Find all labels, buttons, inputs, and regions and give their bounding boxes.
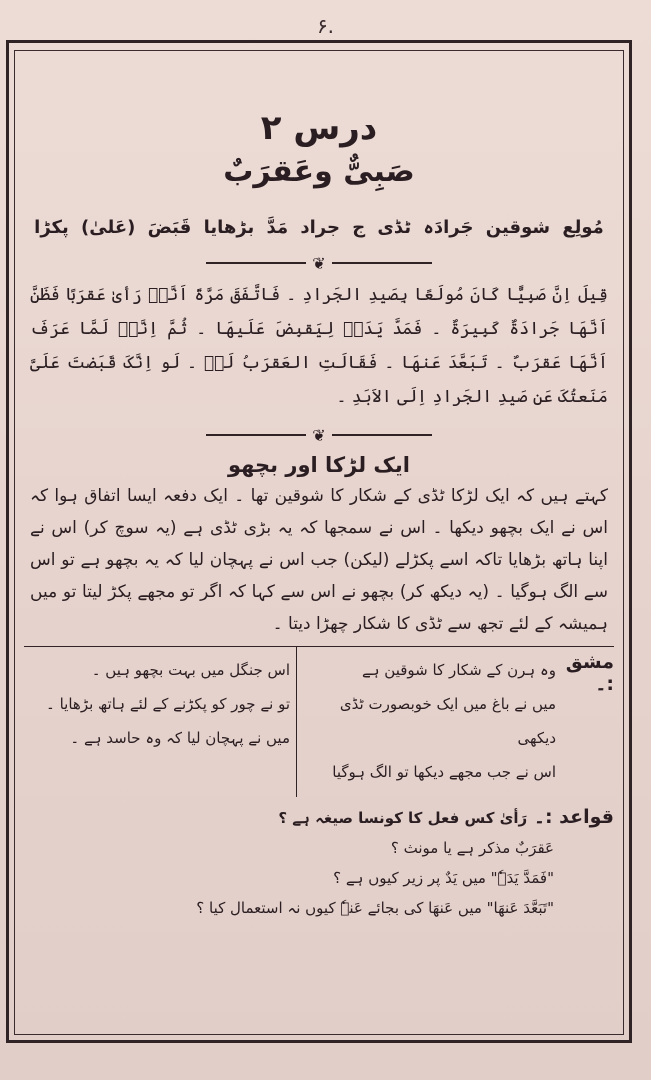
ornament-divider xyxy=(24,254,614,272)
page-content xyxy=(24,56,614,1031)
exercise-item: اس نے جب مجھے دیکھا تو الگ ہوگیا xyxy=(332,763,556,781)
lesson-title: صَبِیٌّ وعَقرَبٌ xyxy=(223,154,415,189)
ornament-divider xyxy=(24,426,614,444)
ornament-line xyxy=(206,434,306,436)
lesson-number: درس ۲ xyxy=(260,108,378,148)
arabic-passage: قِیلَ اِنَّ صَبِیًّا کَانَ مُولَعًا بِصَیدِ الجَرادِ ۔ فَاتَّفَقَ مَرَّۃً اَنَّہٗ رَأیٰ عَقرَبًا فَظَنَّ اَنَّھَا جَرادَۃٌ کَبِیرَۃٌ ۔ فَمَدَّ یَدَہٗ لِیَقبِضَ عَلَیھَا ۔ ثُمَّ اِنَّہٗ لَمَّا عَرَفَ اَنَّھَا عَقرَبٌ ۔ تَبَعَّدَ عَنھَا ۔ فَقَالَتِ العَقرَبُ لَہٗ ۔ لَو اِنَّکَ قَبَضتَ عَلَیَّ مَنَعتُکَ عَن صَیدِ الجَرادِ اِلَی الاَبَدِ ۔ xyxy=(30,285,608,407)
exercise-heading: مشق :۔ xyxy=(565,651,614,695)
story-text: کہتے ہیں کہ ایک لڑکا ٹڈی کے شکار کا شوقین تھا ۔ ایک دفعہ ایسا اتفاق ہوا کہ اس نے ایک بچھو دیکھا ۔ اس نے سمجھا کہ یہ بڑی ٹڈی ہے (یہ سوچ کر) اس نے اپنا ہاتھ بڑھایا تاکہ اسے پکڑلے (لیکن) جب اس نے پہچان لیا کہ یہ بچھو ہے تو اس سے الگ ہوگیا ۔ (یہ دیکھ کر) بچھو نے اس سے کہا کہ اگر تو مجھے پکڑ لیتا تو میں ہمیشہ کے لئے تجھ سے ٹڈی کا شکار چھڑا دیتا ۔ xyxy=(30,486,608,634)
rule-question: رَأیٰ کس فعل کا کونسا صیغہ ہے ؟ xyxy=(278,809,528,827)
exercise-right-column xyxy=(297,647,562,797)
ornament-line xyxy=(332,434,432,436)
exercise-item: میں نے باغ میں ایک خوبصورت ٹڈی دیکھی xyxy=(339,695,556,747)
story-title: ایک لڑکا اور بچھو xyxy=(228,453,410,477)
ornament-line xyxy=(332,262,432,264)
rules-heading xyxy=(24,801,614,833)
ornament-icon: ❦ xyxy=(312,253,326,273)
rule-question: "تَبَعَّدَ عَنھَا" میں عَنھَا کی بجائے عَنہٗ کیوں نہ استعمال کیا ؟ xyxy=(196,899,554,917)
vocabulary-line: مُولِع شوقین جَرادَہ ٹڈی ج جراد مَدَّ بڑھایا قَبَضَ (عَلیٰ) پکڑا xyxy=(34,217,604,238)
exercise-left-column xyxy=(32,647,297,797)
page-number: ۶. xyxy=(316,14,335,38)
ornament-icon: ❦ xyxy=(312,425,326,445)
exercise-item: وہ ہرن کے شکار کا شوقین ہے xyxy=(361,661,556,679)
exercise-section xyxy=(24,646,614,797)
exercise-item: تو نے چور کو پکڑنے کے لئے ہاتھ بڑھایا ۔ xyxy=(46,695,290,713)
exercise-item: اس جنگل میں بہت بچھو ہیں ۔ xyxy=(91,661,290,679)
rule-question: عَقرَبٌ مذکر ہے یا مونث ؟ xyxy=(390,839,554,857)
rule-question: "فَمَدَّ یَدَہٗ" میں یَدٌ پر زیر کیوں ہے ؟ xyxy=(333,869,554,887)
rules-heading-label: قواعد :۔ xyxy=(533,806,614,828)
rules-section xyxy=(24,801,614,923)
exercise-item: میں نے پہچان لیا کہ وہ حاسد ہے ۔ xyxy=(70,729,290,747)
ornament-line xyxy=(206,262,306,264)
